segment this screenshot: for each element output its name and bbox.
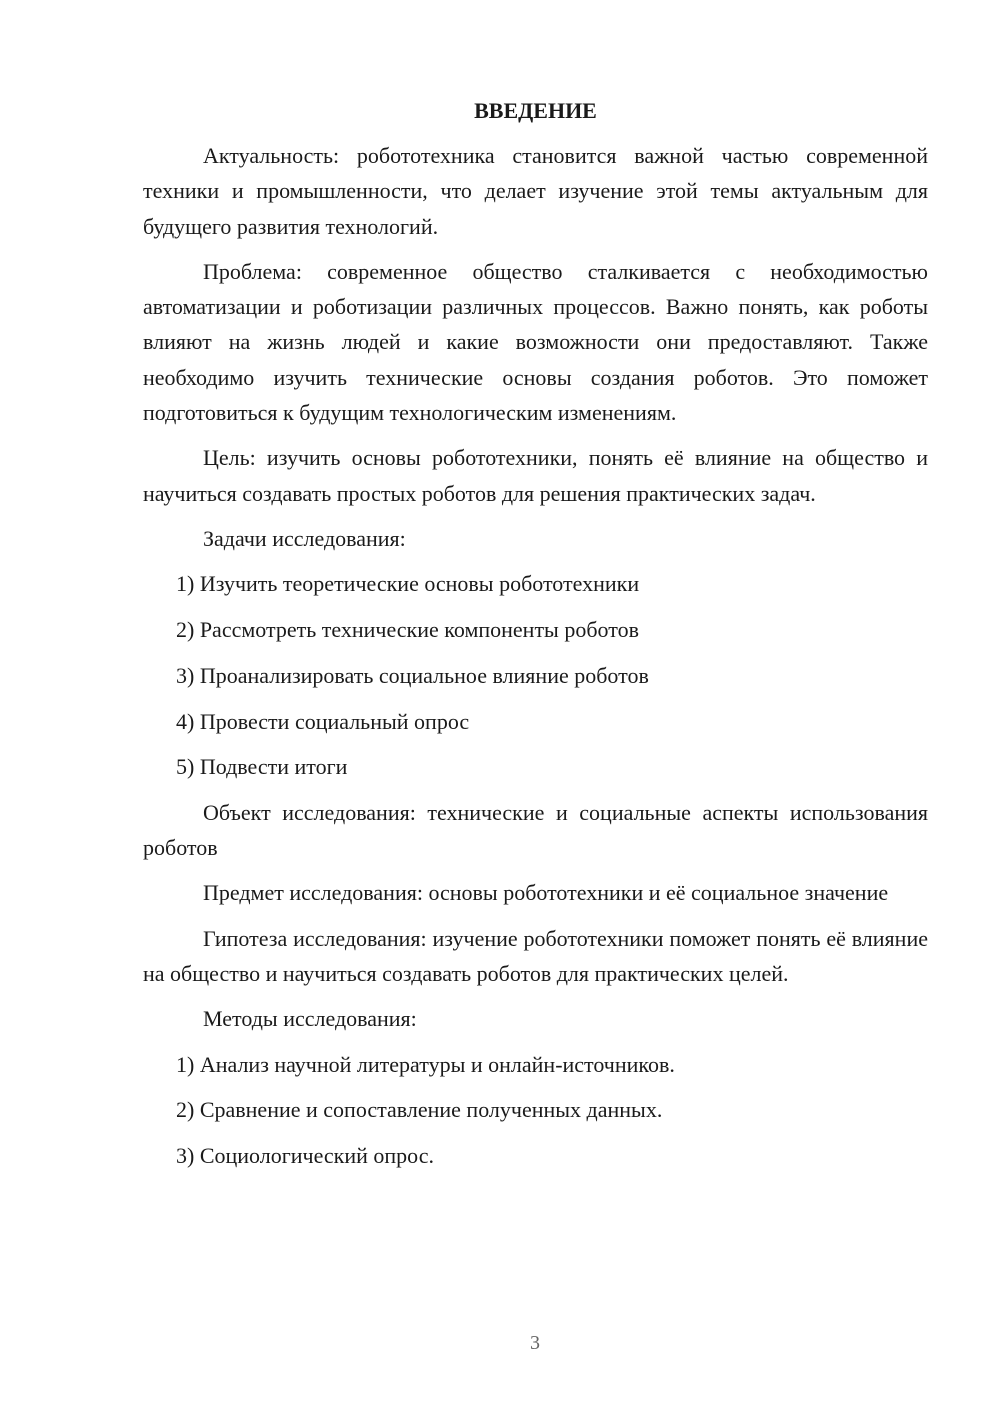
problem-paragraph: Проблема: современное общество сталкивается с необходимостью автоматизации и роботизации различных процессов. Важно понять, как роботы влияют на жизнь людей и какие возможности они предоставляют. Также необходимо изучить технические основы создания роботов. Это поможет подготовиться к будущим технологическим изменениям. — [143, 258, 928, 426]
list-item: 2) Сравнение и сопоставление полученных данных. — [176, 1097, 663, 1123]
hypothesis-paragraph: Гипотеза исследования: изучение робототехники поможет понять её влияние на общество и научиться создавать роботов для практических целей. — [143, 925, 928, 986]
page-title: ВВЕДЕНИЕ — [474, 98, 597, 123]
list-item: 3) Социологический опрос. — [176, 1143, 434, 1169]
relevance-paragraph: Актуальность: робототехника становится важной частью современной техники и промышленности, что делает изучение этой темы актуальным для будущего развития технологий. — [143, 143, 928, 239]
list-item: 5) Подвести итоги — [176, 754, 348, 780]
methods-list — [143, 1047, 928, 1174]
goal-paragraph: Цель: изучить основы робототехники, понять её влияние на общество и научиться создавать простых роботов для решения практических задач. — [143, 445, 928, 506]
object-paragraph: Объект исследования: технические и социальные аспекты использования роботов — [143, 799, 928, 861]
list-item: 2) Рассмотреть технические компоненты роботов — [176, 617, 639, 643]
list-item: 3) Проанализировать социальное влияние роботов — [176, 662, 649, 688]
list-item: 1) Анализ научной литературы и онлайн-источников. — [176, 1051, 675, 1077]
list-item: 4) Провести социальный опрос — [176, 708, 470, 734]
document-page — [143, 95, 928, 1183]
tasks-heading: Задачи исследования: — [203, 525, 406, 551]
subject-paragraph: Предмет исследования: основы робототехники и её социальное значение — [203, 880, 889, 906]
page-number: 3 — [530, 1332, 540, 1354]
methods-heading: Методы исследования: — [203, 1006, 417, 1032]
list-item: 1) Изучить теоретические основы робототехники — [176, 571, 640, 597]
tasks-list — [143, 566, 928, 784]
